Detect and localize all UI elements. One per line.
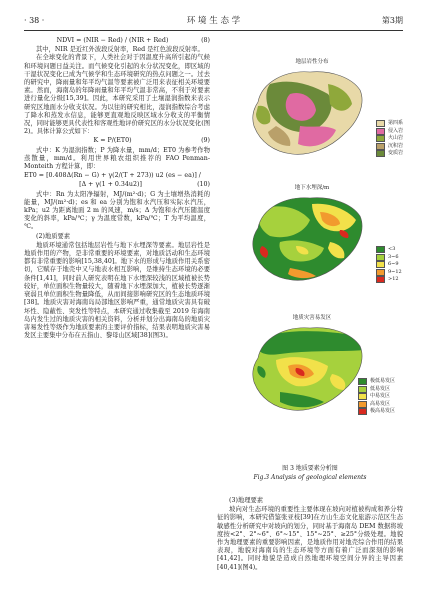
legend-swatch <box>376 246 385 253</box>
paragraph: 式中：Rn 为太阳净辐射，MJ/(m²·d)；G 为土壤增热消耗的能量，MJ/(m²·d)；es 和 ea 分别为饱和水汽压和实际水汽压，kPa；u2 为距离地面 2 m 的风速，m/s；Δ 为饱和水汽压随温度变化的斜率，kPa/℃；γ 为温度常数，kPa/℃；T 为平均温度，℃。 <box>24 190 210 231</box>
legend-item <box>358 386 395 394</box>
legend-swatch <box>358 401 367 408</box>
legend-label: >12 <box>388 276 399 282</box>
legend-label: 极低易发区 <box>370 378 396 384</box>
legend-swatch <box>376 128 385 135</box>
legend-label: <3 <box>388 246 396 252</box>
legend-item <box>358 401 395 409</box>
legend-swatch <box>376 269 385 276</box>
legend-item <box>376 269 402 277</box>
legend-label: 侵入岩 <box>388 127 404 134</box>
legend-swatch <box>376 143 385 150</box>
figure-caption-cn: 图 3 地质要素分析图 <box>282 465 338 472</box>
paragraph: 地质环境通常包括地层岩性与地下水埋深等要素。地层岩性是地质作用的产物，是非常重要的环境要素，对地质活动和生态环境都有非常重要的影响[15,38,40]。地下水的形成与地质作用关系密切，它赋存于地壳中又与地表水相互影响，是维持生态环境的必要条件[1,41]，同时前人研究表明在地下水埋深较浅的区域植被长势较好，单位面积生物量较大，随着地下水埋深加大，植被长势逐渐衰弱且单位面积生物量降低，从而间接影响研究区的生态地质环境[38]。地质灾害对海南岛局部地区影响严重，通常地质灾害具有破坏性、隐蔽性、突发性等特点，本研究通过收集截至 2019 年海南岛内发生过的地质灾害的相关资料，分析并划分出海南岛的地质灾害易发性等级作为地质要素的主要评价指标，结果表明地质灾害易发区主要集中分布在五指山、黎母山区域[38](图3)。 <box>24 241 210 340</box>
legend-swatch <box>358 378 367 385</box>
legend-swatch <box>376 276 385 283</box>
legend-swatch <box>376 254 385 261</box>
legend-label: 3~6 <box>388 253 399 260</box>
map-geological-hazard <box>240 320 370 416</box>
legend-label: 低易发区 <box>370 385 391 392</box>
legend-item <box>376 276 402 284</box>
legend-label: 9~12 <box>388 268 402 275</box>
equation-8: NDVI = (NIR − Red) / (NIR + Red) (8) <box>56 37 210 44</box>
page-number: · 38 · <box>24 16 45 25</box>
legend-item <box>376 254 402 262</box>
issue-number: 第3期 <box>381 16 403 25</box>
legend-label: 火山岩 <box>388 135 404 141</box>
legend-item <box>358 408 395 416</box>
right-column <box>217 496 403 572</box>
map-title-groundwater: 地下水埋深/m <box>294 185 330 191</box>
legend-swatch <box>358 408 367 415</box>
legend-hazard <box>358 378 395 416</box>
paragraph: 在全球变化的背景下，人类社会对于因温度升高所引起的气候和环境问题日益关注。而气候变化引起的水分状况变化，即区域的干湿状况变化已成为气候学和生态环境研究的热点问题之一。过去的研究中，降雨量和年平均气温等要素被广泛用来表征相关环境要素。然而，海南岛的年降雨量和年平均气温非常高，不利于对要素进行量化分级[15,39]。因此，本研究采用了土壤湿润指数来表示研究区地面水分收支状况。为以往的研究相比，湿润指数综合考虑了降水和蒸发水信息，能够更直观地反映区域水分收支的平衡情况，同时能够更具代表性和客观性地评价研究区的水分状况变化(图2)。具体计算公式如下： <box>24 54 210 136</box>
legend-swatch <box>376 261 385 268</box>
figure-caption-en: Fig.3 Analysis of geological elements <box>253 474 367 481</box>
map-lithology <box>240 64 370 160</box>
section-heading: (3)地理要素 <box>229 497 264 504</box>
legend-swatch <box>358 393 367 400</box>
legend-label: 中易发区 <box>370 393 391 399</box>
legend-item <box>376 261 402 269</box>
equation-10-line-1: ET0 = [0.408Δ(Rn − G) + γ(2/(T + 273)) u2 (es − ea)] / <box>24 172 201 180</box>
paragraph: 其中，NIR 是近红外波段反射率，Red 是红色波段反射率。 <box>36 46 204 54</box>
legend-groundwater <box>376 246 402 284</box>
legend-label: 高易发区 <box>370 400 391 407</box>
legend-item <box>376 128 403 136</box>
map-title-lithology: 地层岩性分布 <box>295 59 329 65</box>
legend-label: 6~9 <box>388 261 399 267</box>
legend-lithology <box>376 120 403 158</box>
equation-10-line-2: [Δ + γ(1 + 0.34u2)] (10) <box>79 181 210 189</box>
legend-item <box>376 135 403 143</box>
legend-item <box>358 393 395 401</box>
paragraph: 式中：K 为湿润指数；P 为降水量，mm/d；ET0 为参考作物蒸散量，mm/d。利用世界粮农组织推荐的 FAO Penman-Monteith 方程计算，即： <box>24 146 210 171</box>
header-rule <box>24 30 403 31</box>
running-header <box>24 14 403 28</box>
legend-swatch <box>376 120 385 127</box>
left-column <box>24 36 210 340</box>
map-title-hazard: 地质灾害易发区 <box>292 315 332 321</box>
legend-item <box>376 150 403 158</box>
legend-label: 极高易发区 <box>370 408 396 414</box>
legend-item <box>376 143 403 151</box>
section-heading: (2)地质要素 <box>36 232 71 240</box>
legend-label: 沉积岩 <box>388 142 404 149</box>
equation-9: K = P/(ET0) (9) <box>93 137 210 145</box>
legend-label: 第四系 <box>388 120 404 126</box>
legend-item <box>376 246 402 254</box>
journal-title: 环 境 生 态 学 <box>186 16 241 26</box>
legend-item <box>358 378 395 386</box>
legend-swatch <box>358 386 367 393</box>
paragraph: 坡向对生态环境的重要性主要体现在坡向对植被构成和养分特征的影响，本研究借鉴张亚枝[39]在方山生态文化旅游示范区生态敏感性分析研究中对坡向的划分，同时基于海南岛 DEM 数据将坡度按<2°、2°~6°、6°~15°、15°~25°、≥25°分级处理。地貌作为地理要素的重要影响因素，是地质作用对地壳综合作用的结果表现，地貌对海南岛的生态环境等方面有着广泛而深刻的影响[41,42]。同时地貌是造成自然地理环境空间分异的主导因素[40,41](图4)。 <box>217 506 403 571</box>
map-groundwater-depth <box>240 190 370 286</box>
legend-swatch <box>376 150 385 157</box>
legend-swatch <box>376 135 385 142</box>
legend-item <box>376 120 403 128</box>
legend-label: 变质岩 <box>388 150 404 156</box>
